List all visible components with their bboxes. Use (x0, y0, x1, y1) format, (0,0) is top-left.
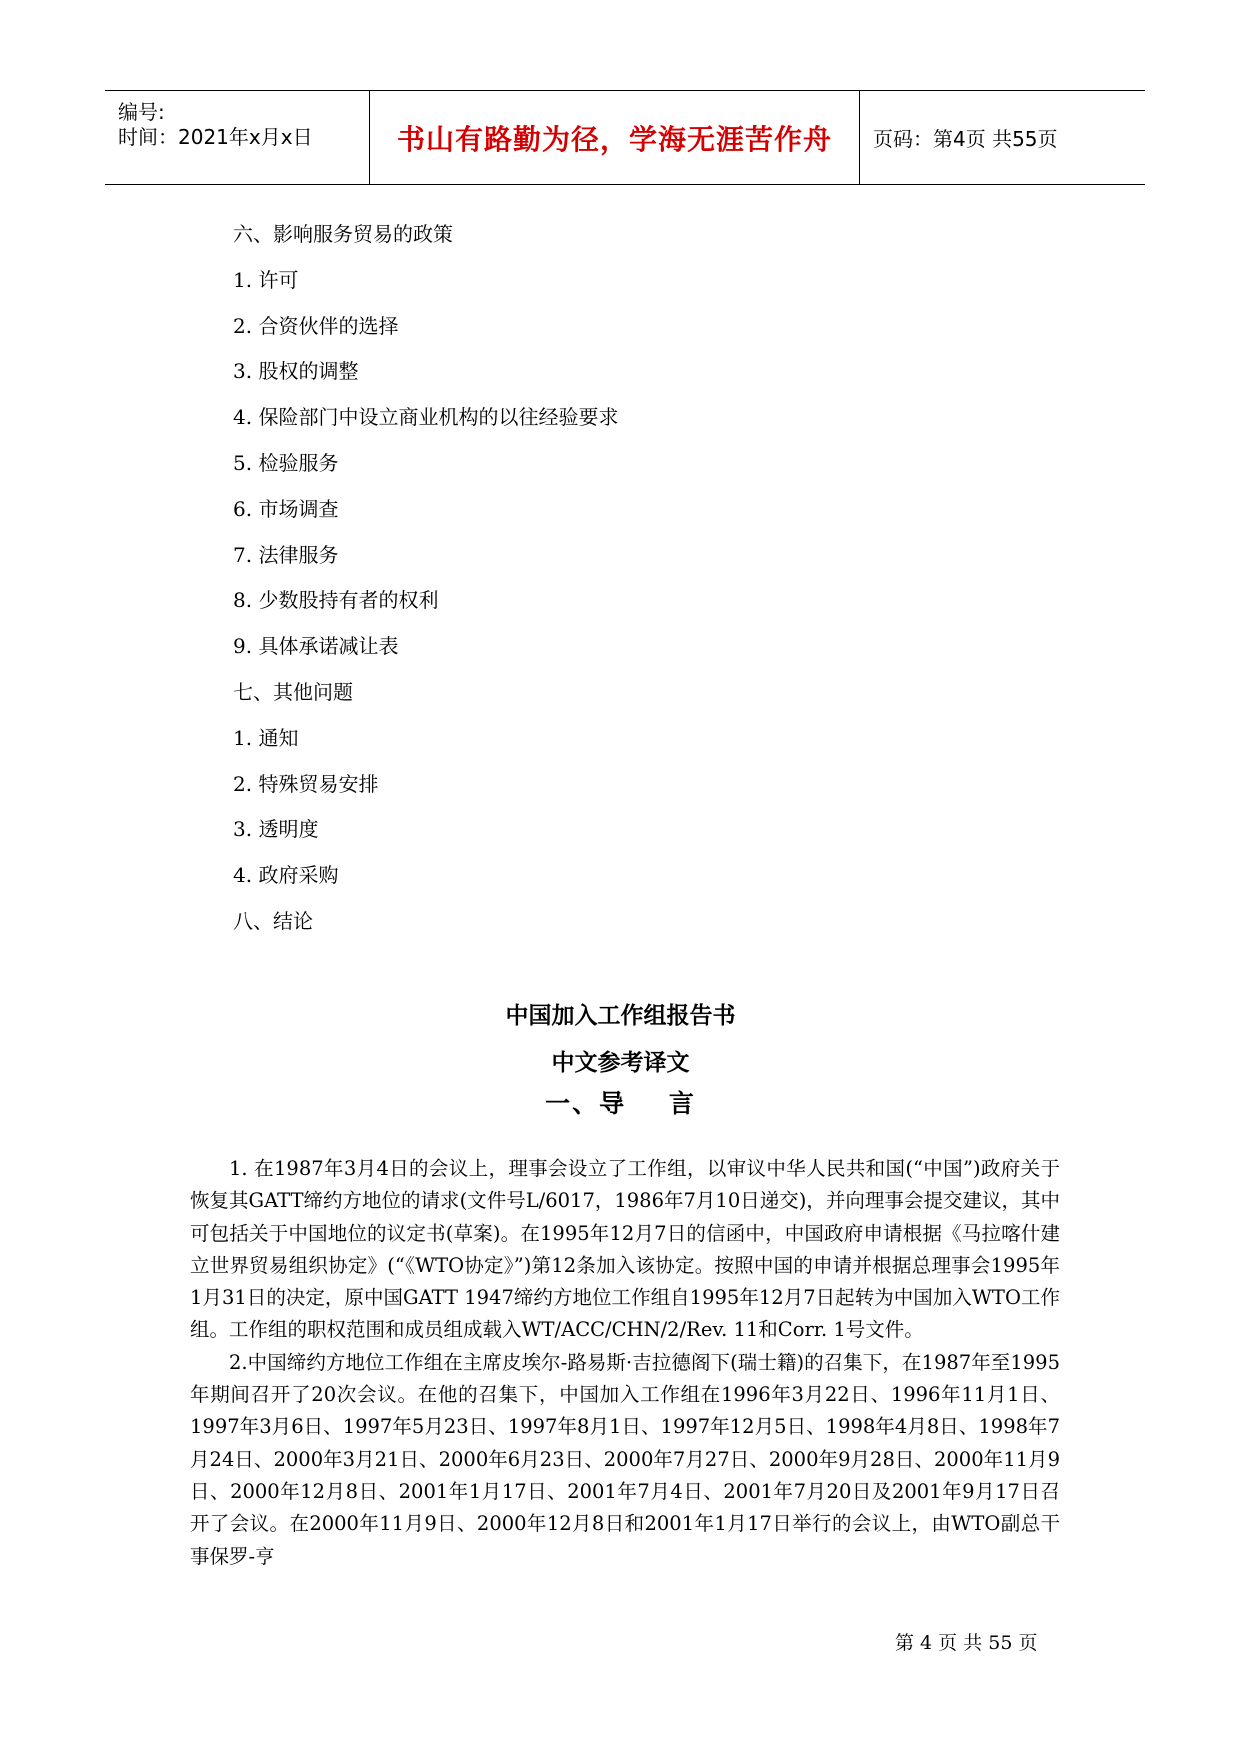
motto: 书山有路勤为径，学海无涯苦作舟 (396, 122, 832, 156)
paragraph: 1. 在1987年3月4日的会议上，理事会设立了工作组，以审议中华人民共和国(“中国”)政府关于恢复其GATT缔约方地位的请求(文件号L/6017，1986年7月10日递交)，并向理事会提交建议，其中可包括关于中国地位的议定书(草案)。在1995年12月7日的信函中，中国政府申请根据《马拉喀什建立世界贸易组织协定》(“《WTO协定》”)第12条加入该协定。按照中国的申请并根据总理事会1995年1月31日的决定，原中国GATT 1947缔约方地位工作组自1995年12月7日起转为中国加入WTO工作组。工作组的职权范围和成员组成载入WT/ACC/CHN/2/Rev. 11和Corr. 1号文件。 (190, 1157, 1060, 1342)
report-subtitle: 中文参考译文 (551, 1049, 690, 1076)
page-label: 页码：第4页 共55页 (873, 127, 1058, 151)
table-of-contents (233, 220, 618, 953)
toc-item: 3. 股权的调整 (233, 359, 359, 384)
toc-item: 八、结论 (233, 908, 313, 933)
toc-item: 2. 特殊贸易安排 (233, 771, 379, 796)
body-text (190, 1153, 1060, 1573)
toc-item: 4. 政府采购 (233, 863, 339, 888)
toc-item: 4. 保险部门中设立商业机构的以往经验要求 (233, 405, 619, 430)
toc-item: 8. 少数股持有者的权利 (233, 588, 439, 613)
toc-item: 5. 检验服务 (233, 450, 339, 475)
toc-item: 七、其他问题 (233, 679, 353, 704)
report-title: 中国加入工作组报告书 (505, 1002, 736, 1029)
header-right-cell (860, 91, 1145, 184)
serial-label: 编号: (118, 100, 165, 124)
toc-item: 1. 许可 (233, 267, 299, 292)
section-title: 一、导 言 (545, 1089, 696, 1118)
toc-item: 1. 通知 (233, 725, 299, 750)
toc-item: 2. 合资伙伴的选择 (233, 313, 399, 338)
header-table (105, 90, 1145, 185)
paragraph: 2.中国缔约方地位工作组在主席皮埃尔-路易斯·吉拉德阁下(瑞士籍)的召集下，在1987年至1995年期间召开了20次会议。在他的召集下，中国加入工作组在1996年3月22日、1996年11月1日、1997年3月6日、1997年5月23日、1997年8月1日、1997年12月5日、1998年4月8日、1998年7月24日、2000年3月21日、2000年6月23日、2000年7月27日、2000年9月28日、2000年11月9日、2000年12月8日、2001年1月17日、2001年7月4日、2001年7月20日及2001年9月17日召开了会议。在2000年11月9日、2000年12月8日和2001年1月17日举行的会议上，由WTO副总干事保罗-亨 (190, 1350, 1060, 1568)
header-left-cell (105, 91, 370, 184)
page-footer: 第 4 页 共 55 页 (895, 1632, 1038, 1654)
toc-item: 7. 法律服务 (233, 542, 339, 567)
toc-item: 6. 市场调查 (233, 496, 339, 521)
toc-item: 六、影响服务贸易的政策 (233, 222, 453, 246)
toc-item: 3. 透明度 (233, 817, 319, 842)
time-label: 时间：2021年x月x日 (118, 125, 313, 149)
toc-item: 9. 具体承诺减让表 (233, 634, 399, 659)
header-motto-cell (370, 91, 860, 184)
